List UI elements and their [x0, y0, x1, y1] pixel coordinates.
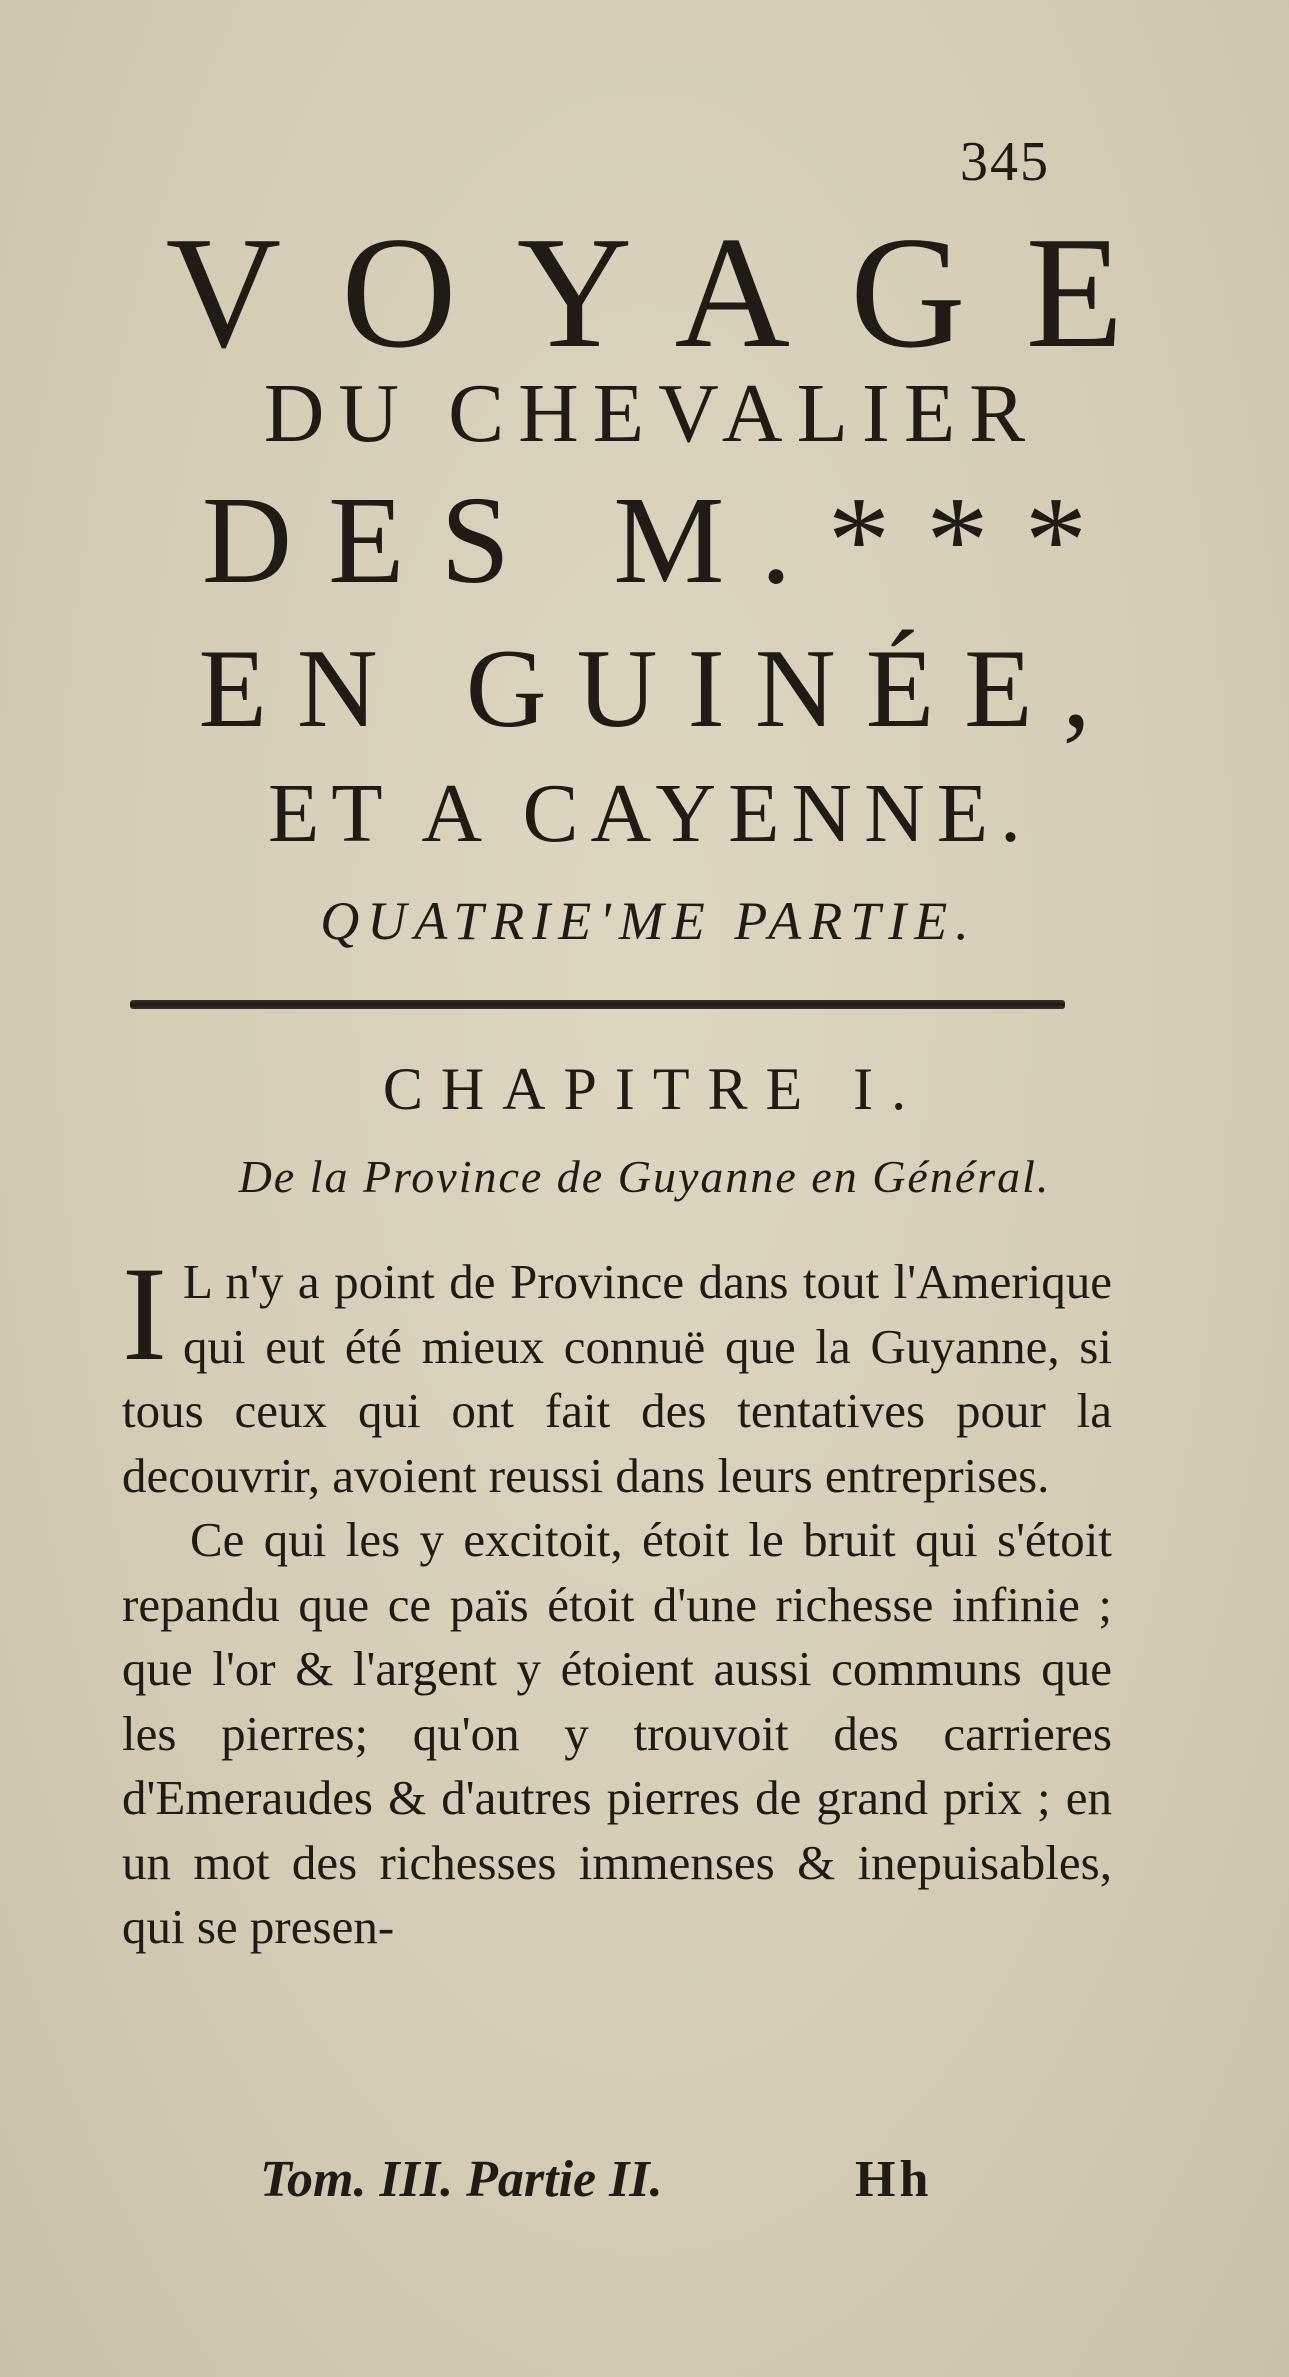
signature-mark: Tom. III. Partie II.	[260, 2151, 663, 2208]
paragraph-2: Ce qui les y excitoit, étoit le bruit qui s'étoit repandu que ce païs étoit d'une richesse infinie ; que l'or & l'argent y étoient aussi communs que les pierres; qu'on y trouvoit des carrieres d'Emeraudes & d'autres pierres de grand prix ; en un mot des richesses immenses & inepuisables, qui se presen-	[122, 1512, 1112, 1954]
title-et-a-cayenne: ET A CAYENNE.	[267, 767, 1034, 860]
title-des-m: DES M.***	[201, 472, 1124, 610]
catchword: Hh	[855, 2151, 933, 2208]
page-number: 345	[960, 131, 1050, 193]
body-text	[122, 1240, 1112, 1960]
chapter-subtitle: De la Province de Guyanne en Général.	[238, 1151, 1051, 1202]
chapter-heading: CHAPITRE I.	[382, 1056, 925, 1122]
title-en-guinee: EN GUINÉE,	[198, 627, 1121, 751]
title-voyage: VOYAGE	[165, 203, 1184, 381]
horizontal-rule	[130, 1000, 1065, 1009]
paragraph-1-text: L n'y a point de Province dans tout l'Amerique qui eut été mieux connuë que la Guyanne, si tous ceux qui ont fait des tentatives pour la decouvrir, avoient reussi dans leurs entreprises.	[122, 1254, 1112, 1503]
paragraph-1	[122, 1240, 1112, 1508]
drop-cap: I	[122, 1240, 167, 1389]
title-du-chevalier: DU CHEVALIER	[263, 367, 1040, 460]
part-title: QUATRIE'ME PARTIE.	[320, 891, 977, 951]
